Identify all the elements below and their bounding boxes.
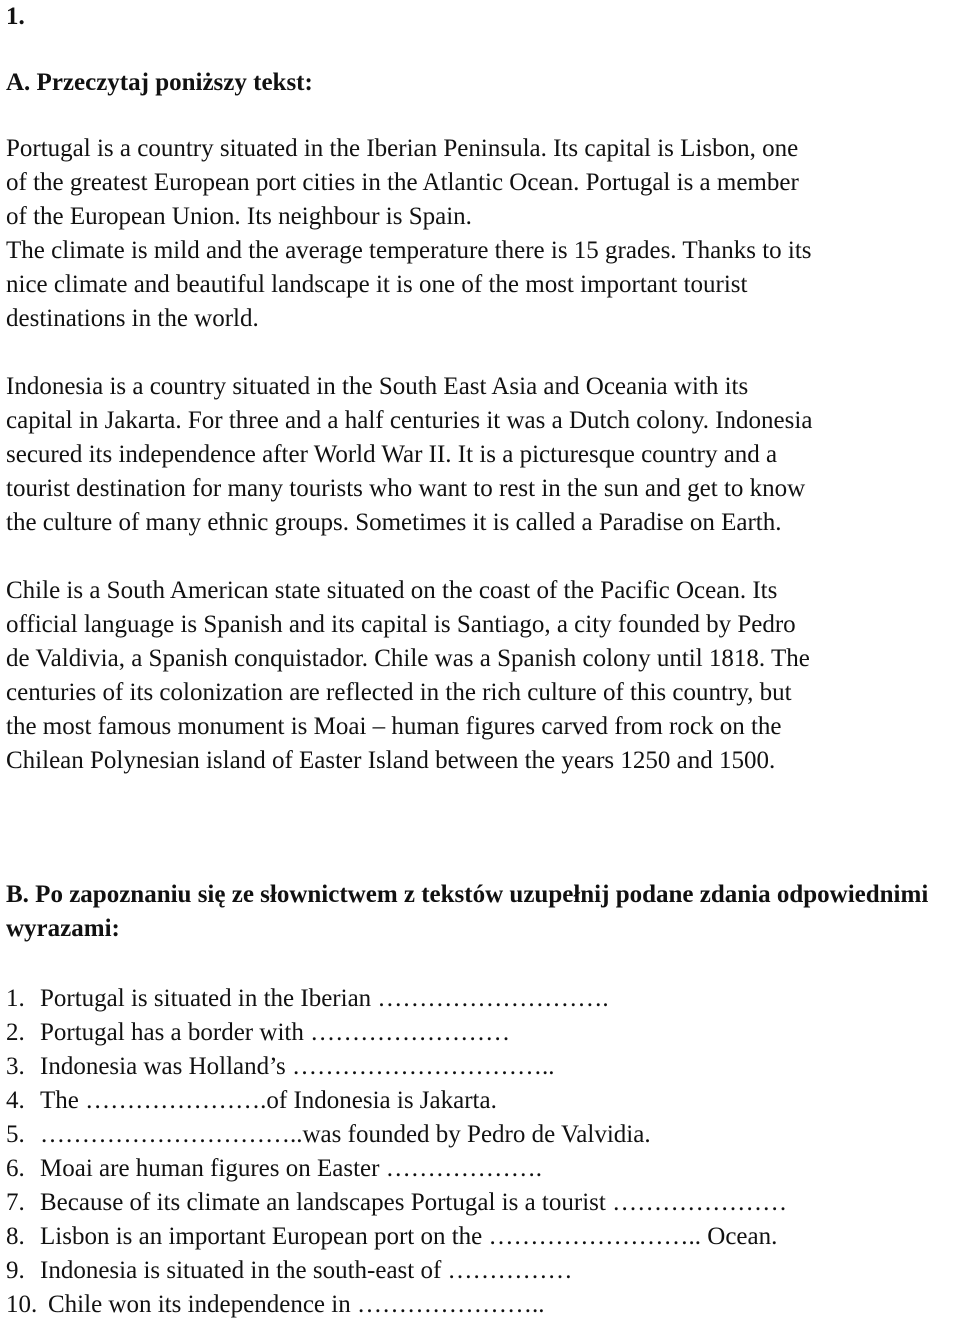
list-item	[6, 1152, 956, 1186]
list-item	[6, 1050, 956, 1084]
section-a-heading: A. Przeczytaj poniższy tekst:	[6, 69, 313, 96]
item-number: 2.	[6, 1019, 25, 1046]
item-sentence: Moai are human figures on Easter ……………….	[40, 1155, 542, 1182]
item-sentence: Lisbon is an important European port on the …………………….. Ocean.	[40, 1223, 778, 1250]
list-item	[6, 1016, 956, 1050]
item-number: 9.	[6, 1257, 25, 1284]
item-sentence: The ………………….of Indonesia is Jakarta.	[40, 1087, 497, 1114]
item-sentence: Because of its climate an landscapes Portugal is a tourist …………………	[40, 1189, 788, 1216]
section-b-heading: B. Po zapoznaniu się ze słownictwem z tekstów uzupełnij podane zdania odpowiednimi wyrazami:	[6, 881, 929, 942]
list-item	[6, 1118, 956, 1152]
list-item	[6, 1084, 956, 1118]
item-sentence: Chile won its independence in …………………..	[48, 1291, 545, 1318]
item-number: 8.	[6, 1223, 25, 1250]
list-item	[6, 1220, 956, 1254]
item-sentence: Portugal is situated in the Iberian ……………………….	[40, 985, 609, 1012]
item-sentence: Portugal has a border with ……………………	[40, 1019, 511, 1046]
item-number: 6.	[6, 1155, 25, 1182]
item-number: 7.	[6, 1189, 25, 1216]
item-number: 4.	[6, 1087, 25, 1114]
item-number: 3.	[6, 1053, 25, 1080]
item-number: 1.	[6, 985, 25, 1012]
item-number: 5.	[6, 1121, 25, 1148]
item-sentence: Indonesia is situated in the south-east of ……………	[40, 1257, 573, 1284]
item-number: 10.	[6, 1291, 38, 1318]
list-item	[6, 1254, 956, 1288]
fill-in-list	[6, 982, 956, 1322]
item-sentence: Indonesia was Holland’s …………………………..	[40, 1053, 555, 1080]
passage-portugal: Portugal is a country situated in the Iberian Peninsula. Its capital is Lisbon, one of the greatest European port cities in the Atlantic Ocean. Portugal is a member of the European Union. Its neighbour is Spain. The climate is mild and the average temperature there is 15 grades. Thanks to its nice climate and beautiful landscape it is one of the most important tourist destinations in the world.	[6, 135, 812, 332]
passage-chile: Chile is a South American state situated on the coast of the Pacific Ocean. Its official language is Spanish and its capital is Santiago, a city founded by Pedro de Valdivia, a Spanish conquistador. Chile was a Spanish colony until 1818. The centuries of its colonization are reflected in the rich culture of this country, but the most famous monument is Moai – human figures carved from rock on the Chilean Polynesian island of Easter Island between the years 1250 and 1500.	[6, 577, 810, 774]
list-item	[6, 1288, 956, 1322]
list-item	[6, 982, 956, 1016]
exercise-number: 1.	[6, 3, 25, 30]
list-item	[6, 1186, 956, 1220]
item-sentence: …………………………..was founded by Pedro de Valvidia.	[40, 1121, 651, 1148]
passage-indonesia: Indonesia is a country situated in the South East Asia and Oceania with its capital in Jakarta. For three and a half centuries it was a Dutch colony. Indonesia secured its independence after World War II. It is a picturesque country and a tourist destination for many tourists who want to rest in the sun and get to know the culture of many ethnic groups. Sometimes it is called a Paradise on Earth.	[6, 373, 813, 536]
